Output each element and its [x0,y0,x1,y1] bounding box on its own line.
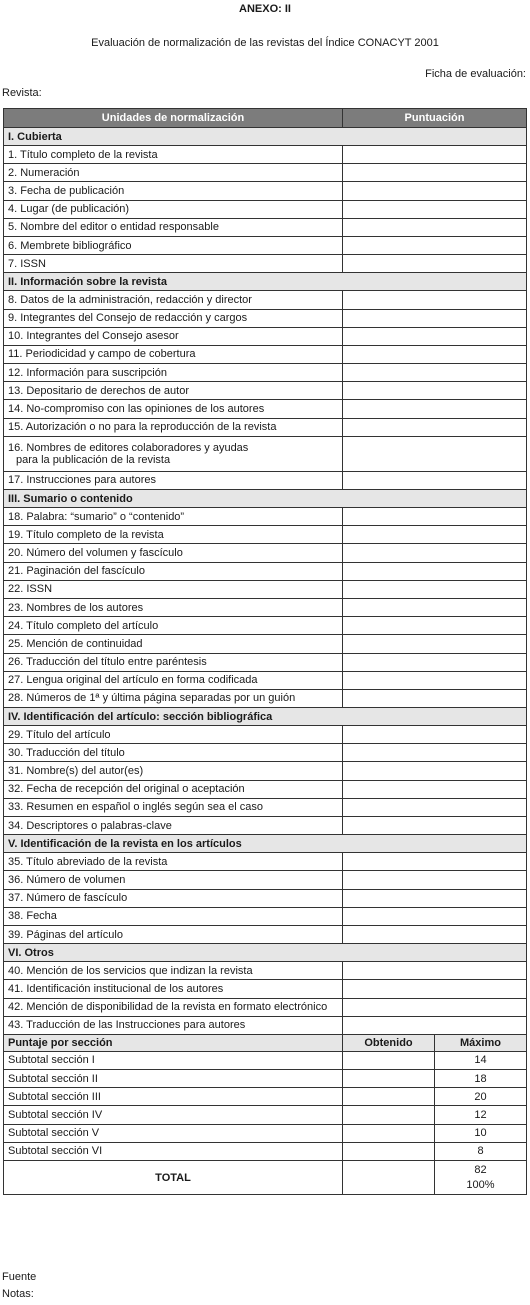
score-cell[interactable] [343,598,527,616]
max-value: 20 [435,1088,527,1106]
criterion-row [4,689,527,707]
criterion-row [4,382,527,400]
criterion-label [4,508,343,526]
criterion-label [4,562,343,580]
max-column-header: Máximo [435,1034,527,1051]
criterion-row [4,671,527,689]
score-cell[interactable] [343,544,527,562]
section-heading-row [4,708,527,726]
criterion-label [4,580,343,598]
score-cell[interactable] [343,617,527,635]
criterion-row [4,364,527,382]
source-label: Fuente [2,1271,37,1283]
score-column-header: Puntuación [343,109,527,128]
criterion-text: 3. Fecha de publicación [8,184,125,197]
criterion-row [4,309,527,327]
score-cell[interactable] [343,382,527,400]
criterion-text: para la publicación de la revista [16,453,171,466]
criterion-text: 4. Lugar (de publicación) [8,203,130,216]
obtained-cell[interactable] [343,1051,435,1069]
criterion-text: 20. Número del volumen y fascículo [8,546,183,559]
section-heading-row [4,944,527,962]
criterion-label [4,382,343,400]
criterion-row [4,200,527,218]
subtotal-row [4,1124,527,1142]
notes-label: Notas: [2,1288,34,1300]
criterion-label [4,907,343,925]
criterion-text: 6. Membrete bibliográfico [8,239,132,252]
criterion-label [4,617,343,635]
criterion-label [4,218,343,236]
criterion-row [4,617,527,635]
obtained-cell[interactable] [343,1088,435,1106]
score-cell[interactable] [343,218,527,236]
criterion-text: 12. Información para suscripción [8,366,167,379]
score-cell[interactable] [343,798,527,816]
criterion-label [4,653,343,671]
subtotal-label: Subtotal sección VI [4,1142,343,1160]
score-cell[interactable] [343,164,527,182]
criterion-text: 33. Resumen en español o inglés según sea el caso [8,801,264,814]
score-cell[interactable] [343,925,527,943]
criterion-label [4,364,343,382]
criterion-row [4,925,527,943]
criterion-text: 1. Título completo de la revista [8,148,158,161]
annex-title: ANEXO: II [239,3,291,15]
criterion-label [4,418,343,436]
criterion-label [4,635,343,653]
criterion-row [4,580,527,598]
criterion-label [4,345,343,363]
score-cell[interactable] [343,400,527,418]
criterion-text: 14. No-compromiso con las opiniones de los autores [8,403,265,416]
criterion-text: 39. Páginas del artículo [8,928,123,941]
subtotal-label: Subtotal sección III [4,1088,343,1106]
total-max-cell [435,1161,527,1195]
criterion-row [4,327,527,345]
criterion-label [4,744,343,762]
criterion-label [4,200,343,218]
section-title: IV. Identificación del artículo: sección bibliográfica [4,708,527,726]
score-cell[interactable] [343,998,527,1016]
criterion-label [4,436,343,471]
section-title: V. Identificación de la revista en los artículos [4,835,527,853]
criterion-label [4,526,343,544]
summary-heading: Puntaje por sección [4,1034,343,1051]
journal-label: Revista: [2,87,42,99]
score-cell[interactable] [343,508,527,526]
score-cell[interactable] [343,327,527,345]
criterion-text: 41. Identificación institucional de los autores [8,982,224,995]
criterion-row [4,146,527,164]
subtotal-label: Subtotal sección II [4,1070,343,1088]
max-value: 14 [435,1051,527,1069]
criterion-text: 10. Integrantes del Consejo asesor [8,330,179,343]
criterion-row [4,598,527,616]
criterion-text: 2. Numeración [8,166,80,179]
criterion-label [4,817,343,835]
evaluation-table [3,108,527,1195]
criterion-label [4,998,343,1016]
criterion-text: 26. Traducción del título entre paréntesis [8,656,207,669]
criterion-text: 16. Nombres de editores colaboradores y ayudas [8,441,249,454]
score-cell[interactable] [343,345,527,363]
score-cell[interactable] [343,671,527,689]
criterion-label [4,544,343,562]
score-cell[interactable] [343,364,527,382]
score-cell[interactable] [343,726,527,744]
score-cell[interactable] [343,907,527,925]
section-title: III. Sumario o contenido [4,490,527,508]
criterion-label [4,236,343,254]
total-row [4,1161,527,1195]
criterion-label [4,327,343,345]
criterion-label [4,598,343,616]
summary-header-row [4,1034,527,1051]
criterion-text: 43. Traducción de las Instrucciones para autores [8,1019,246,1032]
section-title: I. Cubierta [4,128,527,146]
criterion-row [4,762,527,780]
criterion-text: 35. Título abreviado de la revista [8,855,168,868]
criterion-text: 9. Integrantes del Consejo de redacción y cargos [8,312,248,325]
criterion-row [4,853,527,871]
max-value: 8 [435,1142,527,1160]
criterion-label [4,962,343,980]
criterion-text: 37. Número de fascículo [8,892,128,905]
criterion-label [4,726,343,744]
criterion-label [4,309,343,327]
score-cell[interactable] [343,182,527,200]
subtotal-row [4,1106,527,1124]
obtained-cell[interactable] [343,1142,435,1160]
score-cell[interactable] [343,418,527,436]
criterion-text: 8. Datos de la administración, redacción y director [8,293,252,306]
criterion-text: 27. Lengua original del artículo en forma codificada [8,674,258,687]
score-cell[interactable] [343,980,527,998]
score-cell[interactable] [343,889,527,907]
subtotal-row [4,1051,527,1069]
criterion-label [4,689,343,707]
criterion-text: 29. Título del artículo [8,728,111,741]
score-cell[interactable] [343,255,527,273]
criterion-row [4,744,527,762]
score-cell[interactable] [343,200,527,218]
subtotal-label: Subtotal sección I [4,1051,343,1069]
criterion-label [4,255,343,273]
criterion-label [4,671,343,689]
subtotal-label: Subtotal sección V [4,1124,343,1142]
max-value: 12 [435,1106,527,1124]
criterion-label [4,762,343,780]
criterion-text: 23. Nombres de los autores [8,601,144,614]
criterion-label [4,853,343,871]
section-heading-row [4,273,527,291]
criterion-label [4,182,343,200]
criterion-label [4,871,343,889]
max-value: 18 [435,1070,527,1088]
criterion-row [4,436,527,471]
criterion-label [4,1016,343,1034]
criterion-row [4,255,527,273]
criterion-text: 22. ISSN [8,583,53,596]
score-cell[interactable] [343,471,527,489]
criterion-text: 34. Descriptores o palabras-clave [8,819,172,832]
section-title: VI. Otros [4,944,527,962]
total-max-value: 82 [474,1163,487,1176]
obtained-cell[interactable] [343,1070,435,1088]
criterion-row [4,635,527,653]
score-cell[interactable] [343,291,527,309]
score-cell[interactable] [343,236,527,254]
criterion-text: 13. Depositario de derechos de autor [8,384,190,397]
criterion-text: 7. ISSN [8,257,46,270]
criterion-text: 31. Nombre(s) del autor(es) [8,765,144,778]
score-cell[interactable] [343,146,527,164]
obtained-column-header: Obtenido [343,1034,435,1051]
criterion-row [4,962,527,980]
criterion-row [4,218,527,236]
score-cell[interactable] [343,635,527,653]
subtotal-row [4,1070,527,1088]
criterion-row [4,871,527,889]
criterion-text: 15. Autorización o no para la reproducción de la revista [8,421,277,434]
criterion-row [4,544,527,562]
criterion-row [4,236,527,254]
total-obtained-cell[interactable] [343,1161,435,1195]
score-cell[interactable] [343,762,527,780]
score-cell[interactable] [343,817,527,835]
criterion-row [4,562,527,580]
section-heading-row [4,490,527,508]
obtained-cell[interactable] [343,1124,435,1142]
table-header-row [4,109,527,128]
criterion-row [4,291,527,309]
criterion-text: 24. Título completo del artículo [8,619,159,632]
criterion-row [4,418,527,436]
criterion-row [4,345,527,363]
criterion-row [4,780,527,798]
criterion-row [4,817,527,835]
subtotal-row [4,1088,527,1106]
score-cell[interactable] [343,871,527,889]
subtotal-label: Subtotal sección IV [4,1106,343,1124]
criterion-row [4,889,527,907]
criterion-text: 28. Números de 1ª y última página separadas por un guión [8,692,296,705]
criterion-row [4,471,527,489]
criterion-label [4,291,343,309]
score-cell[interactable] [343,1016,527,1034]
total-max-percent: 100% [466,1178,495,1191]
criterion-text: 42. Mención de disponibilidad de la revista en formato electrónico [8,1001,328,1014]
criterion-row [4,1016,527,1034]
criterion-label [4,798,343,816]
criterion-row [4,400,527,418]
criterion-row [4,907,527,925]
criterion-label [4,780,343,798]
criterion-label [4,164,343,182]
total-label: TOTAL [4,1161,343,1195]
score-cell[interactable] [343,780,527,798]
criterion-row [4,164,527,182]
criterion-text: 25. Mención de continuidad [8,637,143,650]
score-cell[interactable] [343,962,527,980]
criterion-text: 32. Fecha de recepción del original o aceptación [8,783,245,796]
criterion-text: 5. Nombre del editor o entidad responsable [8,221,219,234]
criterion-row [4,182,527,200]
criterion-row [4,653,527,671]
criterion-label [4,925,343,943]
obtained-cell[interactable] [343,1106,435,1124]
score-cell[interactable] [343,562,527,580]
criterion-text: 38. Fecha [8,910,57,923]
max-value: 10 [435,1124,527,1142]
criterion-row [4,998,527,1016]
score-cell[interactable] [343,744,527,762]
subtotal-row [4,1142,527,1160]
score-cell[interactable] [343,580,527,598]
score-cell[interactable] [343,436,527,471]
criterion-text: 17. Instrucciones para autores [8,474,156,487]
score-cell[interactable] [343,689,527,707]
criterion-label [4,400,343,418]
section-heading-row [4,835,527,853]
criterion-label [4,146,343,164]
score-cell[interactable] [343,309,527,327]
section-heading-row [4,128,527,146]
criterion-row [4,726,527,744]
criterion-text: 40. Mención de los servicios que indizan la revista [8,964,253,977]
criterion-row [4,526,527,544]
criterion-row [4,980,527,998]
score-cell[interactable] [343,526,527,544]
criterion-label [4,889,343,907]
criterion-text: 19. Título completo de la revista [8,528,164,541]
score-cell[interactable] [343,653,527,671]
criterion-label [4,980,343,998]
criterion-text: 36. Número de volumen [8,873,126,886]
criterion-text: 11. Periodicidad y campo de cobertura [8,348,196,361]
units-column-header: Unidades de normalización [4,109,343,128]
section-title: II. Información sobre la revista [4,273,527,291]
criterion-row [4,798,527,816]
criterion-row [4,508,527,526]
evaluation-form-label: Ficha de evaluación: [425,68,526,80]
criterion-label [4,471,343,489]
criterion-text: 18. Palabra: “sumario” o “contenido” [8,510,185,523]
criterion-text: 30. Traducción del título [8,746,125,759]
document-title: Evaluación de normalización de las revistas del Índice CONACYT 2001 [91,37,439,49]
score-cell[interactable] [343,853,527,871]
criterion-text: 21. Paginación del fascículo [8,565,145,578]
